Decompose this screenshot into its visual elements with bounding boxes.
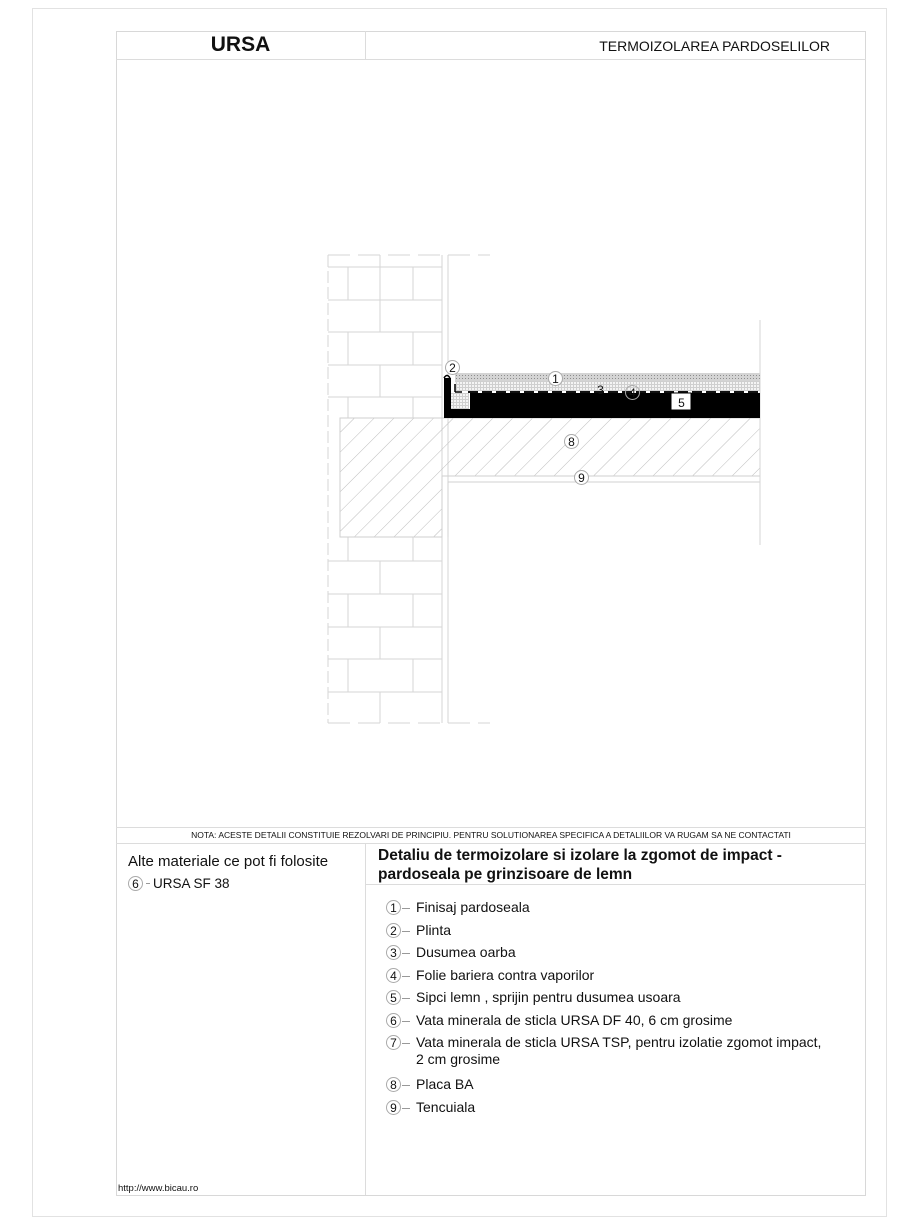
legend-item: 9 Tencuiala — [386, 1099, 856, 1116]
legend-item: 8 Placa BA — [386, 1076, 856, 1093]
callout-2: 2 — [445, 359, 460, 377]
document-title: TERMOIZOLAREA PARDOSELILOR — [599, 38, 830, 54]
legend-item: 3 Dusumea oarba — [386, 944, 856, 961]
callout-8: 8 — [564, 433, 579, 451]
legend-list — [386, 899, 856, 1121]
detail-title: Detaliu de termoizolare si izolare la zgomot de impact - pardoseala pe grinzisoare de lemn — [378, 847, 782, 883]
legend-item: 1 Finisaj pardoseala — [386, 899, 856, 916]
insulation — [470, 393, 760, 418]
callout-9: 9 — [574, 469, 589, 487]
alternative-label: URSA SF 38 — [153, 876, 230, 891]
legend-item: 7 Vata minerala de sticla URSA TSP, pentru izolatie zgomot impact, 2 cm grosime — [386, 1034, 856, 1068]
callout-5: 5 — [678, 396, 685, 410]
callout-4: 4 — [625, 384, 640, 402]
brand-logo-text: URSA — [210, 33, 271, 56]
note-bottom-line — [116, 843, 866, 844]
alternative-item — [128, 876, 230, 891]
footer-url-link[interactable]: http://www.bicau.ro — [118, 1183, 199, 1194]
callout-3: 3 — [597, 383, 604, 397]
concrete-slab — [340, 418, 760, 537]
floor-finish — [455, 373, 760, 381]
legend-item: 2 Plinta — [386, 922, 856, 939]
plaster — [448, 482, 760, 537]
alternatives-title: Alte materiale ce pot fi folosite — [128, 853, 329, 870]
legend-item: 5 Sipci lemn , sprijin pentru dusumea usoara — [386, 989, 856, 1006]
disclaimer-note: NOTA: ACESTE DETALII CONSTITUIE REZOLVARI DE PRINCIPIU. PENTRU SOLUTIONAREA SPECIFICA A DETALIILOR VA RUGAM SA NE CONTACTATI — [191, 830, 791, 840]
legend-item: 6 Vata minerala de sticla URSA DF 40, 6 cm grosime — [386, 1012, 856, 1029]
callout-1: 1 — [548, 370, 563, 388]
legend-item: 4 Folie bariera contra vaporilor — [386, 967, 856, 984]
detail-title-line — [366, 884, 866, 885]
number-badge: 6 — [128, 876, 143, 891]
legend-divider — [365, 843, 366, 1195]
